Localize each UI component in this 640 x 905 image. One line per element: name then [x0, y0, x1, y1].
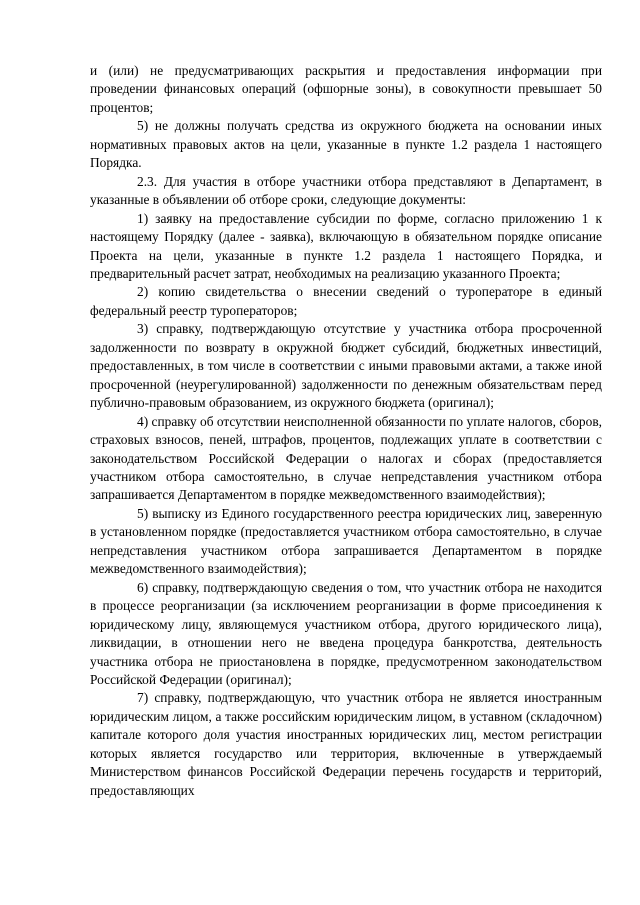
paragraph-continuation: и (или) не предусматривающих раскрытия и предоставления информации при проведении финансовых операций (офшорные зоны), в совокупности превышает 50 процентов; [90, 63, 602, 115]
paragraph-section-2-3: 2.3. Для участия в отборе участники отбора представляют в Департамент, в указанные в объявлении об отборе сроки, следующие документы: [90, 173, 602, 208]
paragraph-doc-5: 5) выписку из Единого государственного реестра юридических лиц, заверенную в установленном порядке (предоставляется участником отбора самостоятельно, в случае непредставления участником отбора запрашивается Департаментом в порядке межведомственного взаимодействия); [90, 505, 602, 577]
paragraph-doc-7: 7) справку, подтверждающую, что участник отбора не является иностранным юридическим лицом, а также российским юридическим лицом, в уставном (складочном) капитале которого доля участия иностранных юридических лиц, местом регистрации которых является государство или территория, включенные в утверждаемый Министерством финансов Российской Федерации перечень государств и территорий, предоставляющих [90, 690, 602, 798]
paragraph-doc-6: 6) справку, подтверждающую сведения о том, что участник отбора не находится в процессе реорганизации (за исключением реорганизации в форме присоединения к юридическому лицу, являющемуся участником отбора, другого юридического лица), ликвидации, в отношении него не введена процедура банкротства, деятельность участника отбора не приостановлена в порядке, предусмотренном законодательством Российской Федерации (оригинал); [90, 579, 602, 687]
document-page [90, 62, 602, 800]
paragraph-doc-3: 3) справку, подтверждающую отсутствие у участника отбора просроченной задолженности по возврату в окружной бюджет субсидий, бюджетных инвестиций, предоставленных, в том числе в соответствии с иными правовыми актами, а также иной просроченной (неурегулированной) задолженности по денежным обязательствам перед публично-правовым образованием, из окружного бюджета (оригинал); [90, 321, 602, 411]
paragraph-doc-2: 2) копию свидетельства о внесении сведений о туроператоре в единый федеральный реестр туроператоров; [90, 284, 602, 318]
paragraph-item-5: 5) не должны получать средства из окружного бюджета на основании иных нормативных правовых актов на цели, указанные в пункте 1.2 раздела 1 настоящего Порядка. [90, 118, 602, 171]
paragraph-doc-1: 1) заявку на предоставление субсидии по форме, согласно приложению 1 к настоящему Порядку (далее - заявка), включающую в обязательном порядке описание Проекта на цели, указанные в пункте 1.2 раздела 1 настоящего Порядка, и предварительный расчет затрат, необходимых на реализацию указанного Проекта; [90, 210, 602, 281]
paragraph-doc-4: 4) справку об отсутствии неисполненной обязанности по уплате налогов, сборов, страховых взносов, пеней, штрафов, процентов, подлежащих уплате в соответствии с законодательством Российской Федерации о налогах и сборах (предоставляется участником отбора самостоятельно, в случае непредставления участником отбора запрашивается Департаментом в порядке межведомственного взаимодействия); [90, 413, 602, 503]
